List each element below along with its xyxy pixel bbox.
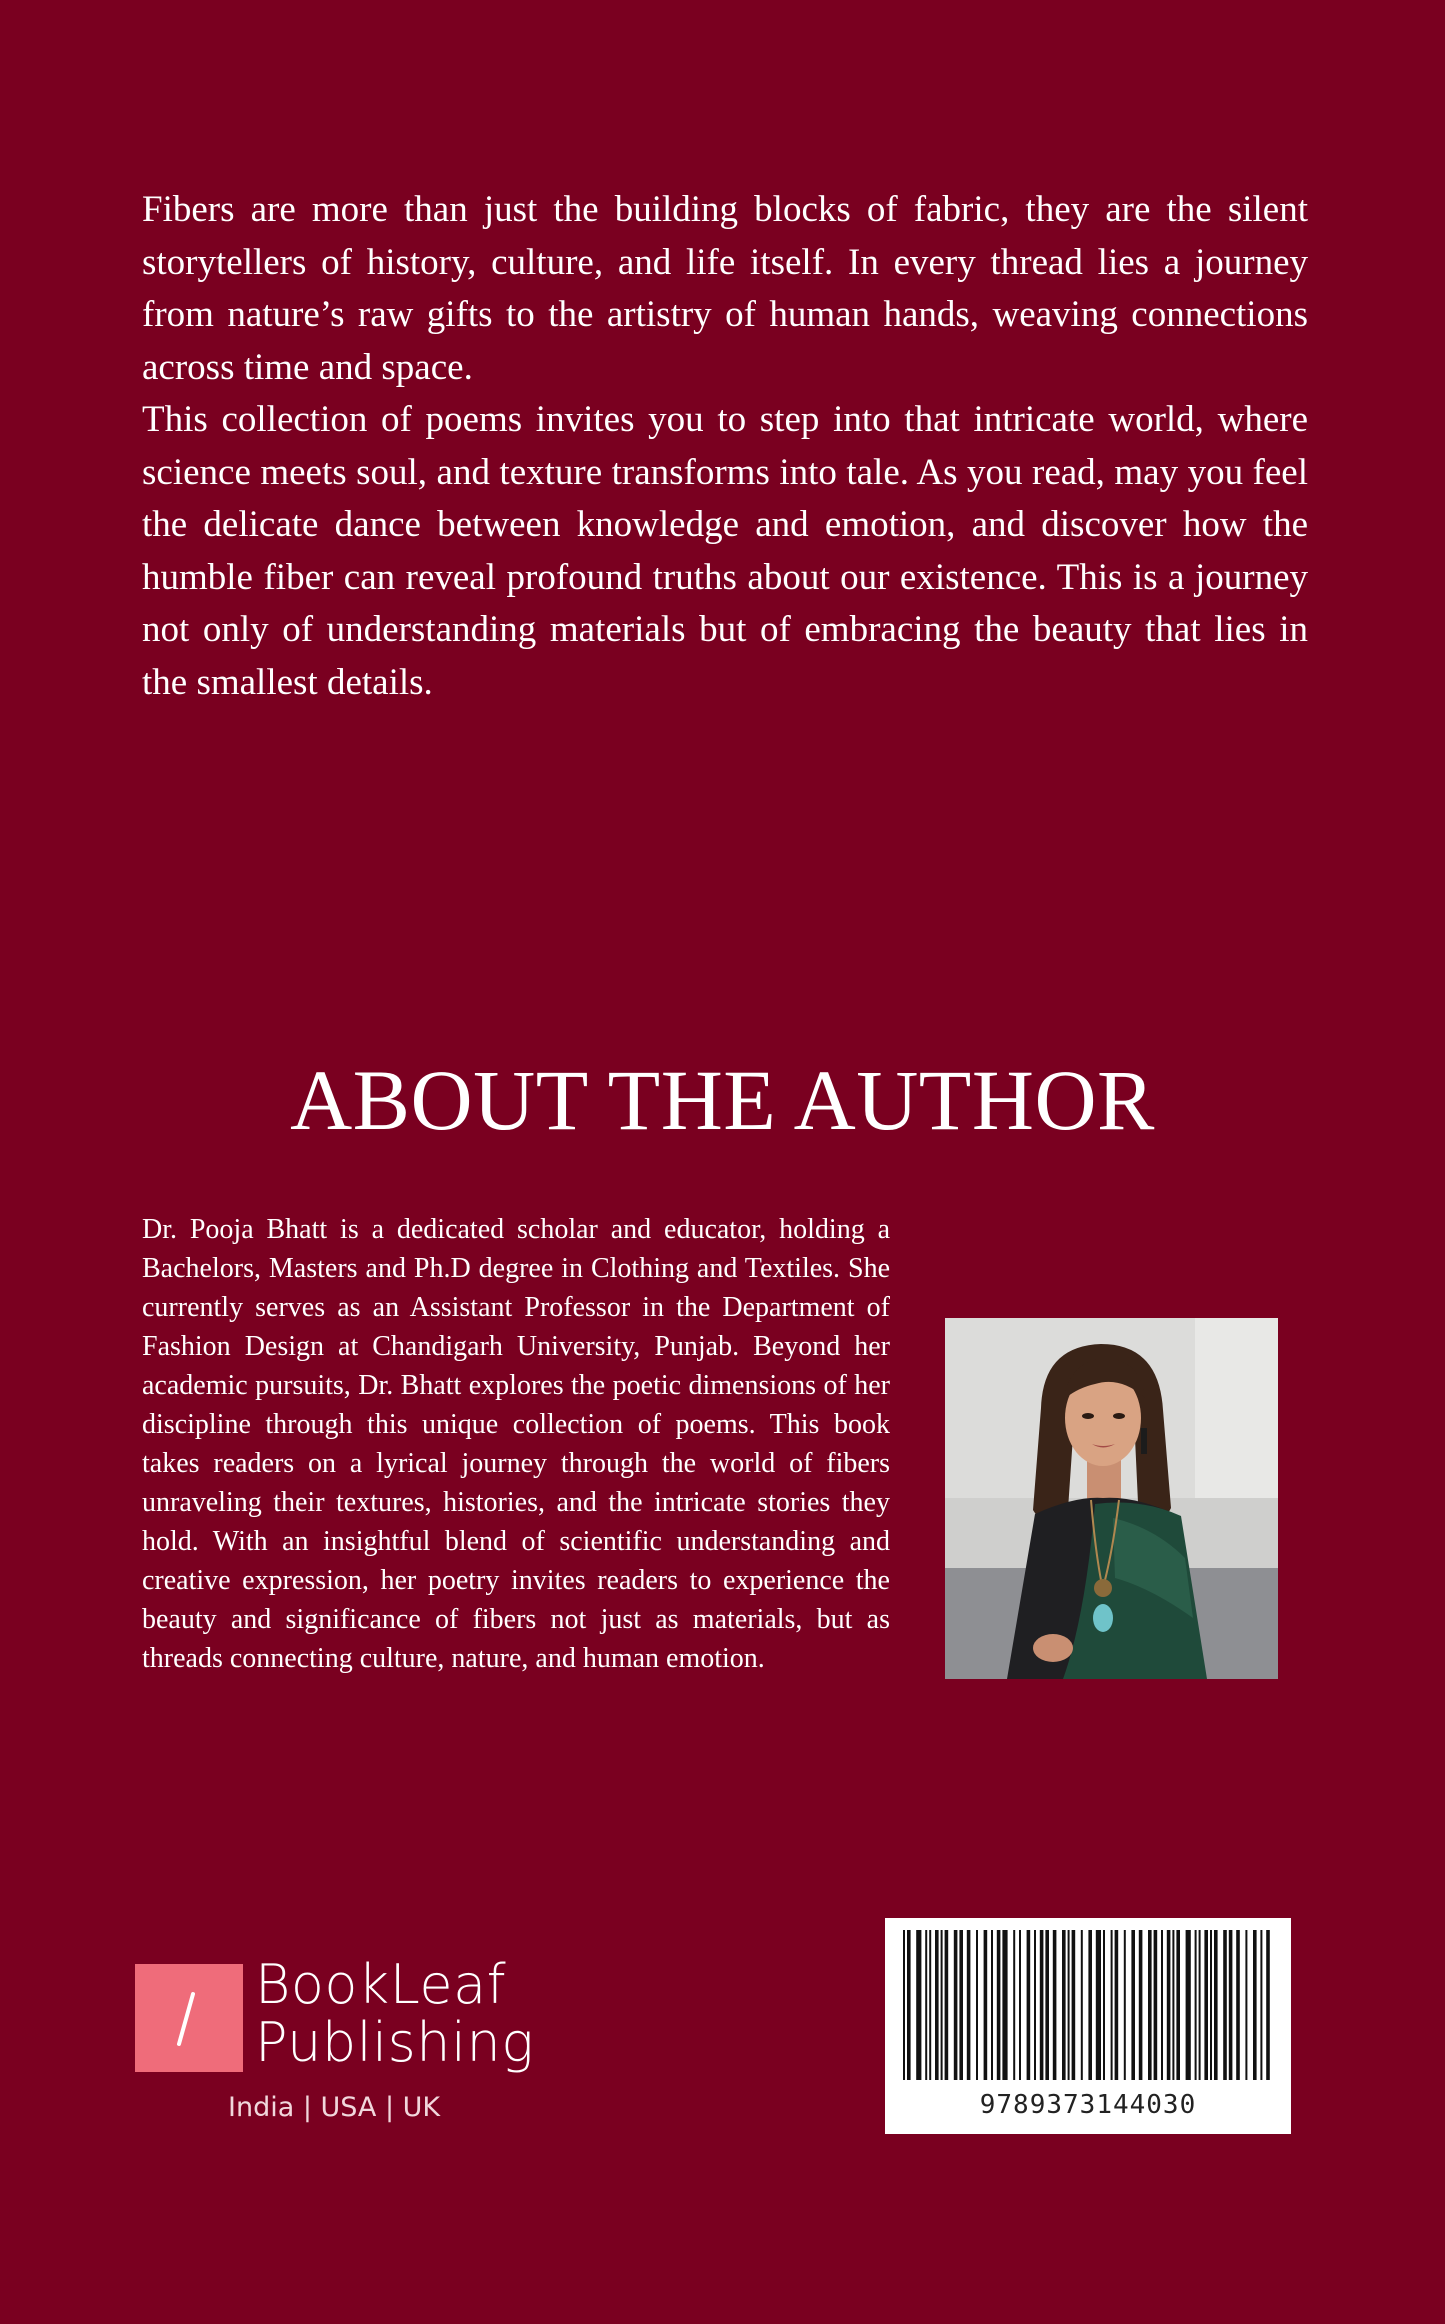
barcode-bar	[1253, 1930, 1257, 2080]
barcode-bar	[1139, 1930, 1143, 2080]
barcode-bar	[1103, 1930, 1105, 2080]
publisher-slash-icon	[135, 1964, 243, 2072]
barcode-bar	[984, 1930, 988, 2080]
barcode-bar	[1002, 1930, 1007, 2080]
barcode-bar	[1204, 1930, 1208, 2080]
barcode-bar	[954, 1930, 958, 2080]
barcode-bar	[1068, 1930, 1070, 2080]
barcode-bar	[1186, 1930, 1191, 2080]
barcode-bar	[1223, 1930, 1227, 2080]
barcode-bar	[1081, 1930, 1083, 2080]
barcode-bar	[1260, 1930, 1262, 2080]
barcode-bar	[1019, 1930, 1021, 2080]
barcode-bar	[1053, 1930, 1057, 2080]
barcode-bar	[1236, 1930, 1240, 2080]
barcode-bar	[1115, 1930, 1119, 2080]
barcode-bar	[1034, 1930, 1036, 2080]
barcode-bar	[1131, 1930, 1135, 2080]
barcode-bar	[1154, 1930, 1158, 2080]
barcode-bar	[1072, 1930, 1076, 2080]
barcode-bar	[997, 1930, 1001, 2080]
barcode-bar	[907, 1930, 911, 2080]
barcode-bar	[1045, 1930, 1049, 2080]
blurb-paragraph-2: This collection of poems invites you to step into that intricate world, where science meets soul, and texture transforms into tale. As you read, may you feel the delicate dance between knowledge and emotion, and discover how the humble fiber can reveal profound truths about our existence. This is a journey not only of understanding materials but of embracing the beauty that lies in the smallest details.	[142, 399, 1308, 703]
publisher-countries: India | USA | UK	[228, 2092, 441, 2123]
barcode-bar	[903, 1930, 905, 2080]
barcode-bar	[945, 1930, 949, 2080]
publisher-name	[255, 1953, 535, 2074]
back-cover-blurb	[142, 184, 1308, 709]
barcode-bar	[1266, 1930, 1270, 2080]
barcode-bar	[941, 1930, 943, 2080]
barcode-bar	[1172, 1930, 1174, 2080]
publisher-name-line-1: BookLeaf	[255, 1953, 507, 2016]
isbn-barcode	[885, 1918, 1291, 2134]
author-bio: Dr. Pooja Bhatt is a dedicated scholar and educator, holding a Bachelors, Masters and Ph.D degree in Clothing and Textiles. She currently serves as an Assistant Professor in the Department of Fashion Design at Chandigarh University, Punjab. Beyond her academic pursuits, Dr. Bhatt explores the poetic dimensions of her discipline through this unique collection of poems. This book takes readers on a lyrical journey through the world of fibers unraveling their textures, histories, and the intricate stories they hold. With an insightful blend of scientific understanding and creative expression, her poetry invites readers to experience the beauty and significance of fibers not just as materials, but as threads connecting culture, nature, and human emotion.	[142, 1214, 890, 1674]
barcode-bar	[935, 1930, 939, 2080]
isbn-number: 9789373144030	[979, 2090, 1197, 2120]
barcode-bar	[929, 1930, 931, 2080]
barcode-bar	[1062, 1930, 1066, 2080]
barcode-bar	[925, 1930, 927, 2080]
barcode-bar	[1161, 1930, 1163, 2080]
barcode-bar	[916, 1930, 921, 2080]
barcode-bar	[1096, 1930, 1101, 2080]
barcode-bar	[1195, 1930, 1197, 2080]
barcode-bar	[991, 1930, 993, 2080]
barcode-bar	[1148, 1930, 1152, 2080]
barcode-bars	[885, 1918, 1291, 2088]
barcode-bar	[1040, 1930, 1044, 2080]
barcode-bar	[1111, 1930, 1113, 2080]
barcode-bar	[1199, 1930, 1201, 2080]
barcode-bar	[1229, 1930, 1233, 2080]
about-the-author-heading: ABOUT THE AUTHOR	[290, 1052, 1155, 1148]
publisher-name-line-2: Publishing	[255, 2011, 535, 2074]
barcode-bar	[1214, 1930, 1218, 2080]
barcode-bar	[1088, 1930, 1092, 2080]
barcode-bar	[976, 1930, 978, 2080]
barcode-bar	[1210, 1930, 1212, 2080]
barcode-bar	[1176, 1930, 1180, 2080]
barcode-bar	[967, 1930, 971, 2080]
barcode-bar	[959, 1930, 963, 2080]
barcode-bar	[1027, 1930, 1031, 2080]
barcode-bar	[1167, 1930, 1171, 2080]
barcode-bar	[1245, 1930, 1247, 2080]
publisher-logo	[135, 1953, 535, 2084]
barcode-bar	[1013, 1930, 1015, 2080]
author-photo	[945, 1318, 1278, 1679]
barcode-bar	[1124, 1930, 1126, 2080]
blurb-paragraph-1: Fibers are more than just the building blocks of fabric, they are the silent storytellers of history, culture, and life itself. In every thread lies a journey from nature’s raw gifts to the artistry of human hands, weaving connections across time and space.	[142, 189, 1308, 388]
